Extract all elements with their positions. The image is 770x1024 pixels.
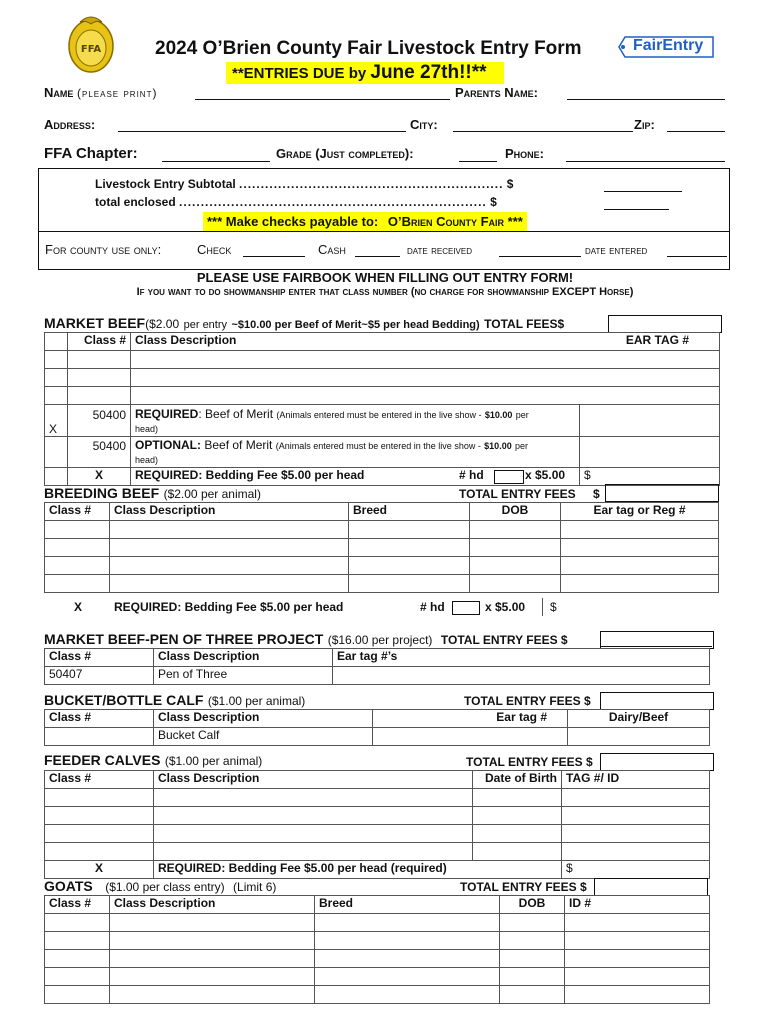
feeder-calves-heading: FEEDER CALVES ($1.00 per animal) — [44, 752, 263, 768]
address-label: Address: — [44, 117, 96, 132]
city-label: City: — [410, 117, 438, 132]
pen-of-three-heading: MARKET BEEF-PEN OF THREE PROJECT ($16.00 per project) TOTAL ENTRY FEES $ — [44, 631, 568, 647]
head-count-field[interactable] — [494, 470, 524, 484]
breeding-beef-heading: BREEDING BEEF ($2.00 per animal) — [44, 485, 261, 501]
beef-of-merit-required: REQUIRED: Beef of Merit (Animals entered must be entered in the live show - $10.00 per head) — [131, 405, 580, 437]
goats-table: Class # Class Description Breed DOB ID # — [44, 895, 710, 1004]
county-use-row — [39, 231, 729, 270]
date-entered-label: date entered — [585, 243, 648, 257]
ffa-chapter-field[interactable] — [162, 161, 270, 162]
instructions-line2: If you want to do showmanship enter that class number (no charge for showmanship EXCEPT Horse) — [136, 286, 634, 298]
table-row[interactable] — [45, 575, 719, 593]
ffa-emblem — [66, 10, 116, 76]
check-field[interactable] — [243, 256, 305, 257]
breeding-beef-total-field[interactable] — [605, 484, 719, 502]
table-row[interactable] — [45, 557, 719, 575]
bucket-calf-table: Class # Class Description Ear tag # Dairy/Beef Bucket Calf — [44, 709, 710, 746]
name-label: Name (please print) — [44, 85, 158, 100]
cash-label: Cash — [318, 242, 346, 257]
form-title: 2024 O’Brien County Fair Livestock Entry Form — [155, 38, 582, 59]
table-row[interactable] — [45, 807, 710, 825]
phone-field[interactable] — [566, 161, 725, 162]
feeder-calves-table: Class # Class Description Date of Birth TAG #/ ID X REQUIRED: Bedding Fee $5.00 per head (required) $ — [44, 770, 710, 879]
total-enclosed-field[interactable] — [604, 209, 669, 210]
beef-of-merit-optional: OPTIONAL: Beef of Merit (Animals entered must be entered in the live show - $10.00 per head) — [131, 437, 580, 468]
table-row[interactable] — [45, 789, 710, 807]
table-row[interactable] — [45, 521, 719, 539]
goats-heading: GOATS ($1.00 per class entry) (Limit 6) — [44, 878, 277, 894]
chapter-label: FFA Chapter: — [44, 145, 138, 162]
table-row[interactable] — [45, 843, 710, 861]
table-row[interactable] — [45, 914, 710, 932]
table-row[interactable]: 50407 Pen of Three — [45, 667, 710, 685]
table-row[interactable] — [45, 387, 720, 405]
feeder-calves-total-field[interactable] — [600, 753, 714, 771]
zip-field[interactable] — [667, 131, 725, 132]
checks-payable-note: *** Make checks payable to: O’Brien County Fair *** — [203, 212, 527, 231]
market-beef-heading: MARKET BEEF($2.00 per entry ~$10.00 per Beef of Merit~$5 per head Bedding) TOTAL FEES$ — [44, 315, 565, 331]
enclosed-row: total enclosed ....................................................................... $ — [95, 195, 497, 209]
table-row[interactable] — [45, 539, 719, 557]
table-row[interactable] — [45, 369, 720, 387]
county-use-label: For county use only: — [45, 242, 162, 257]
market-beef-total-field[interactable] — [608, 315, 722, 333]
market-beef-table: Class # Class Description EAR TAG # X 50400 REQUIRED: Beef of Merit (Animals entered must be entered in the live show - $10.00 per head) 50400 OPTIONAL: Beef of Merit (Animals entered must be entered in the live show - $10.00 per head) X REQUIRED: Bedding Fee $5.00 per head # hd x $5.00 $ — [44, 332, 720, 486]
bedding-row[interactable]: X REQUIRED: Bedding Fee $5.00 per head (required) $ — [45, 861, 710, 879]
table-row[interactable]: 50400 OPTIONAL: Beef of Merit (Animals entered must be entered in the live show - $10.00 per head) — [45, 437, 720, 468]
table-row[interactable] — [45, 932, 710, 950]
fairentry-logo: FairEntry — [617, 35, 715, 59]
table-row[interactable] — [45, 950, 710, 968]
table-row[interactable] — [45, 351, 720, 369]
subtotal-row: Livestock Entry Subtotal ............................................................. $ — [95, 177, 514, 191]
instructions-line1: PLEASE USE FAIRBOOK WHEN FILLING OUT ENTRY FORM! — [196, 270, 574, 285]
cash-field[interactable] — [355, 256, 400, 257]
table-row[interactable] — [45, 825, 710, 843]
svg-text:FFA: FFA — [80, 44, 102, 55]
table-row[interactable]: Bucket Calf — [45, 728, 710, 746]
zip-label: Zip: — [634, 117, 655, 132]
grade-field[interactable] — [459, 161, 497, 162]
table-row[interactable] — [45, 968, 710, 986]
pen-of-three-table: Class # Class Description Ear tag #’s 50407 Pen of Three — [44, 648, 710, 685]
city-field[interactable] — [453, 131, 633, 132]
due-banner: **ENTRIES DUE by June 27th!!** — [226, 62, 504, 84]
date-received-label: date received — [407, 243, 472, 257]
bucket-calf-total-label: TOTAL ENTRY FEES $ — [464, 694, 591, 708]
table-row[interactable]: X 50400 REQUIRED: Beef of Merit (Animals entered must be entered in the live show - $10.00 per head) — [45, 405, 720, 437]
name-field[interactable] — [195, 99, 450, 100]
goats-total-field[interactable] — [594, 878, 708, 896]
breeding-beef-total-label: TOTAL ENTRY FEES $ — [459, 487, 600, 501]
parents-label: Parents Name: — [455, 85, 539, 100]
bedding-row[interactable]: X REQUIRED: Bedding Fee $5.00 per head # hd x $5.00 $ — [45, 468, 720, 486]
parents-name-field[interactable] — [567, 99, 725, 100]
subtotal-field[interactable] — [604, 191, 682, 192]
breeding-bedding-row[interactable]: X REQUIRED: Bedding Fee $5.00 per head # hd x $5.00 $ — [74, 600, 557, 614]
breeding-head-count-field[interactable] — [452, 601, 480, 615]
table-row[interactable] — [45, 986, 710, 1004]
bucket-calf-total-field[interactable] — [600, 692, 714, 710]
grade-label: Grade (Just completed): — [276, 146, 414, 161]
address-field[interactable] — [118, 131, 406, 132]
phone-label: Phone: — [505, 146, 545, 161]
goats-total-label: TOTAL ENTRY FEES $ — [460, 880, 587, 894]
date-entered-field[interactable] — [667, 256, 727, 257]
check-label: Check — [197, 242, 232, 257]
feeder-calves-total-label: TOTAL ENTRY FEES $ — [466, 755, 593, 769]
breeding-beef-table: Class # Class Description Breed DOB Ear tag or Reg # — [44, 502, 719, 593]
bucket-calf-heading: BUCKET/BOTTLE CALF ($1.00 per animal) — [44, 692, 306, 708]
date-received-field[interactable] — [499, 256, 581, 257]
totals-box — [38, 168, 730, 270]
